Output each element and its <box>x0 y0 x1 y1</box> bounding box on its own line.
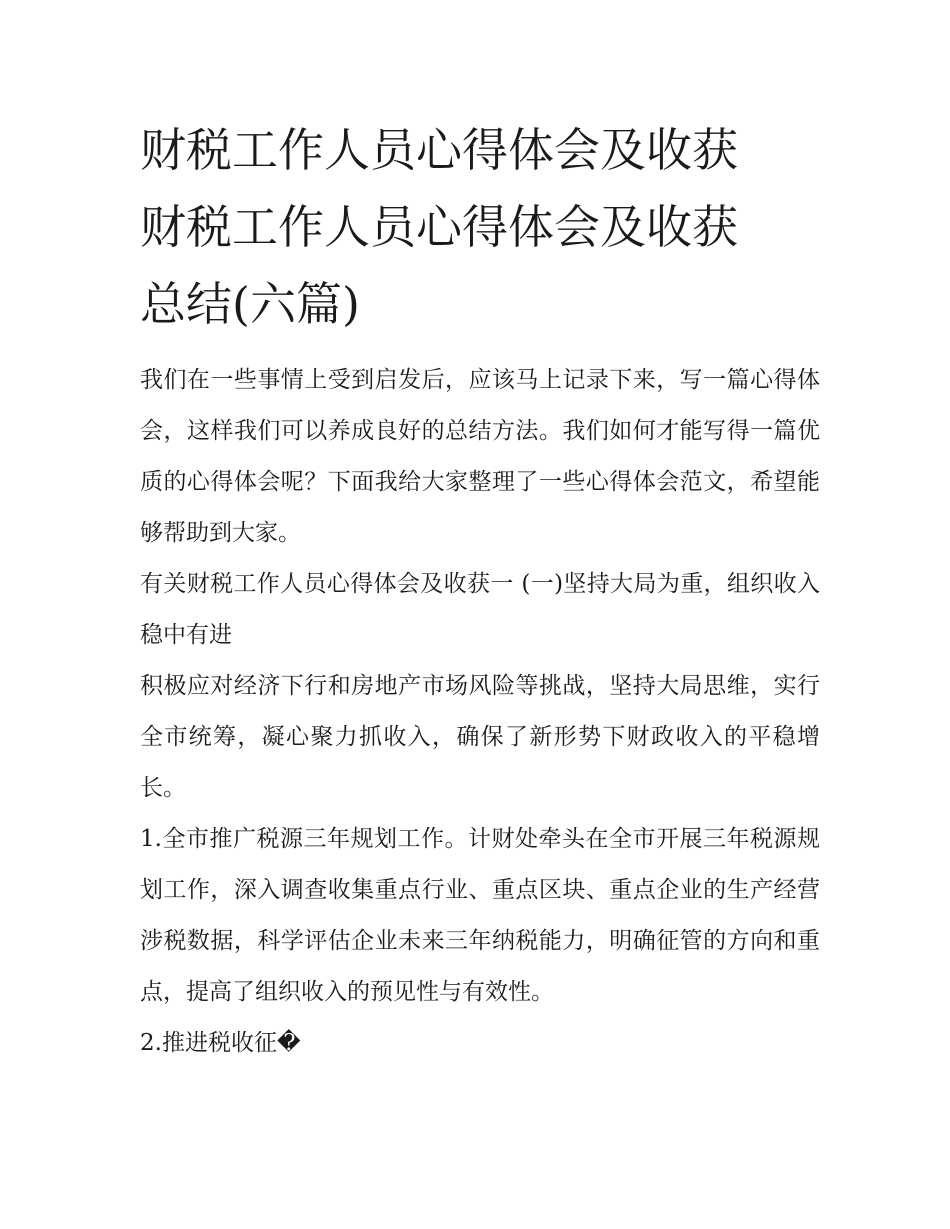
body-paragraph-2: 1.全市推广税源三年规划工作。计财处牵头在全市开展三年税源规划工作，深入调查收集重点行业、重点区块、重点企业的生产经营涉税数据，科学评估企业未来三年纳税能力，明确征管的方向和重点，提高了组织收入的预见性与有效性。 <box>140 826 820 1005</box>
title-line-2: 财税工作人员心得体会及收获 <box>140 200 738 254</box>
title-line-1: 财税工作人员心得体会及收获 <box>140 123 738 177</box>
document-title <box>140 112 820 343</box>
document-page <box>140 112 820 1069</box>
intro-paragraph: 我们在一些事情上受到启发后，应该马上记录下来，写一篇心得体会，这样我们可以养成良好的总结方法。我们如何才能写得一篇优质的心得体会呢？下面我给大家整理了一些心得体会范文，希望能够帮助到大家。 <box>140 367 820 546</box>
title-line-3: 总结(六篇) <box>140 277 360 331</box>
section-heading-paragraph: 有关财税工作人员心得体会及收获一 (一)坚持大局为重，组织收入稳中有进 <box>140 571 820 648</box>
body-paragraph-1: 积极应对经济下行和房地产市场风险等挑战，坚持大局思维，实行全市统筹，凝心聚力抓收入，确保了新形势下财政收入的平稳增长。 <box>140 673 820 801</box>
body-paragraph-3: 2.推进税收征� <box>140 1030 301 1056</box>
